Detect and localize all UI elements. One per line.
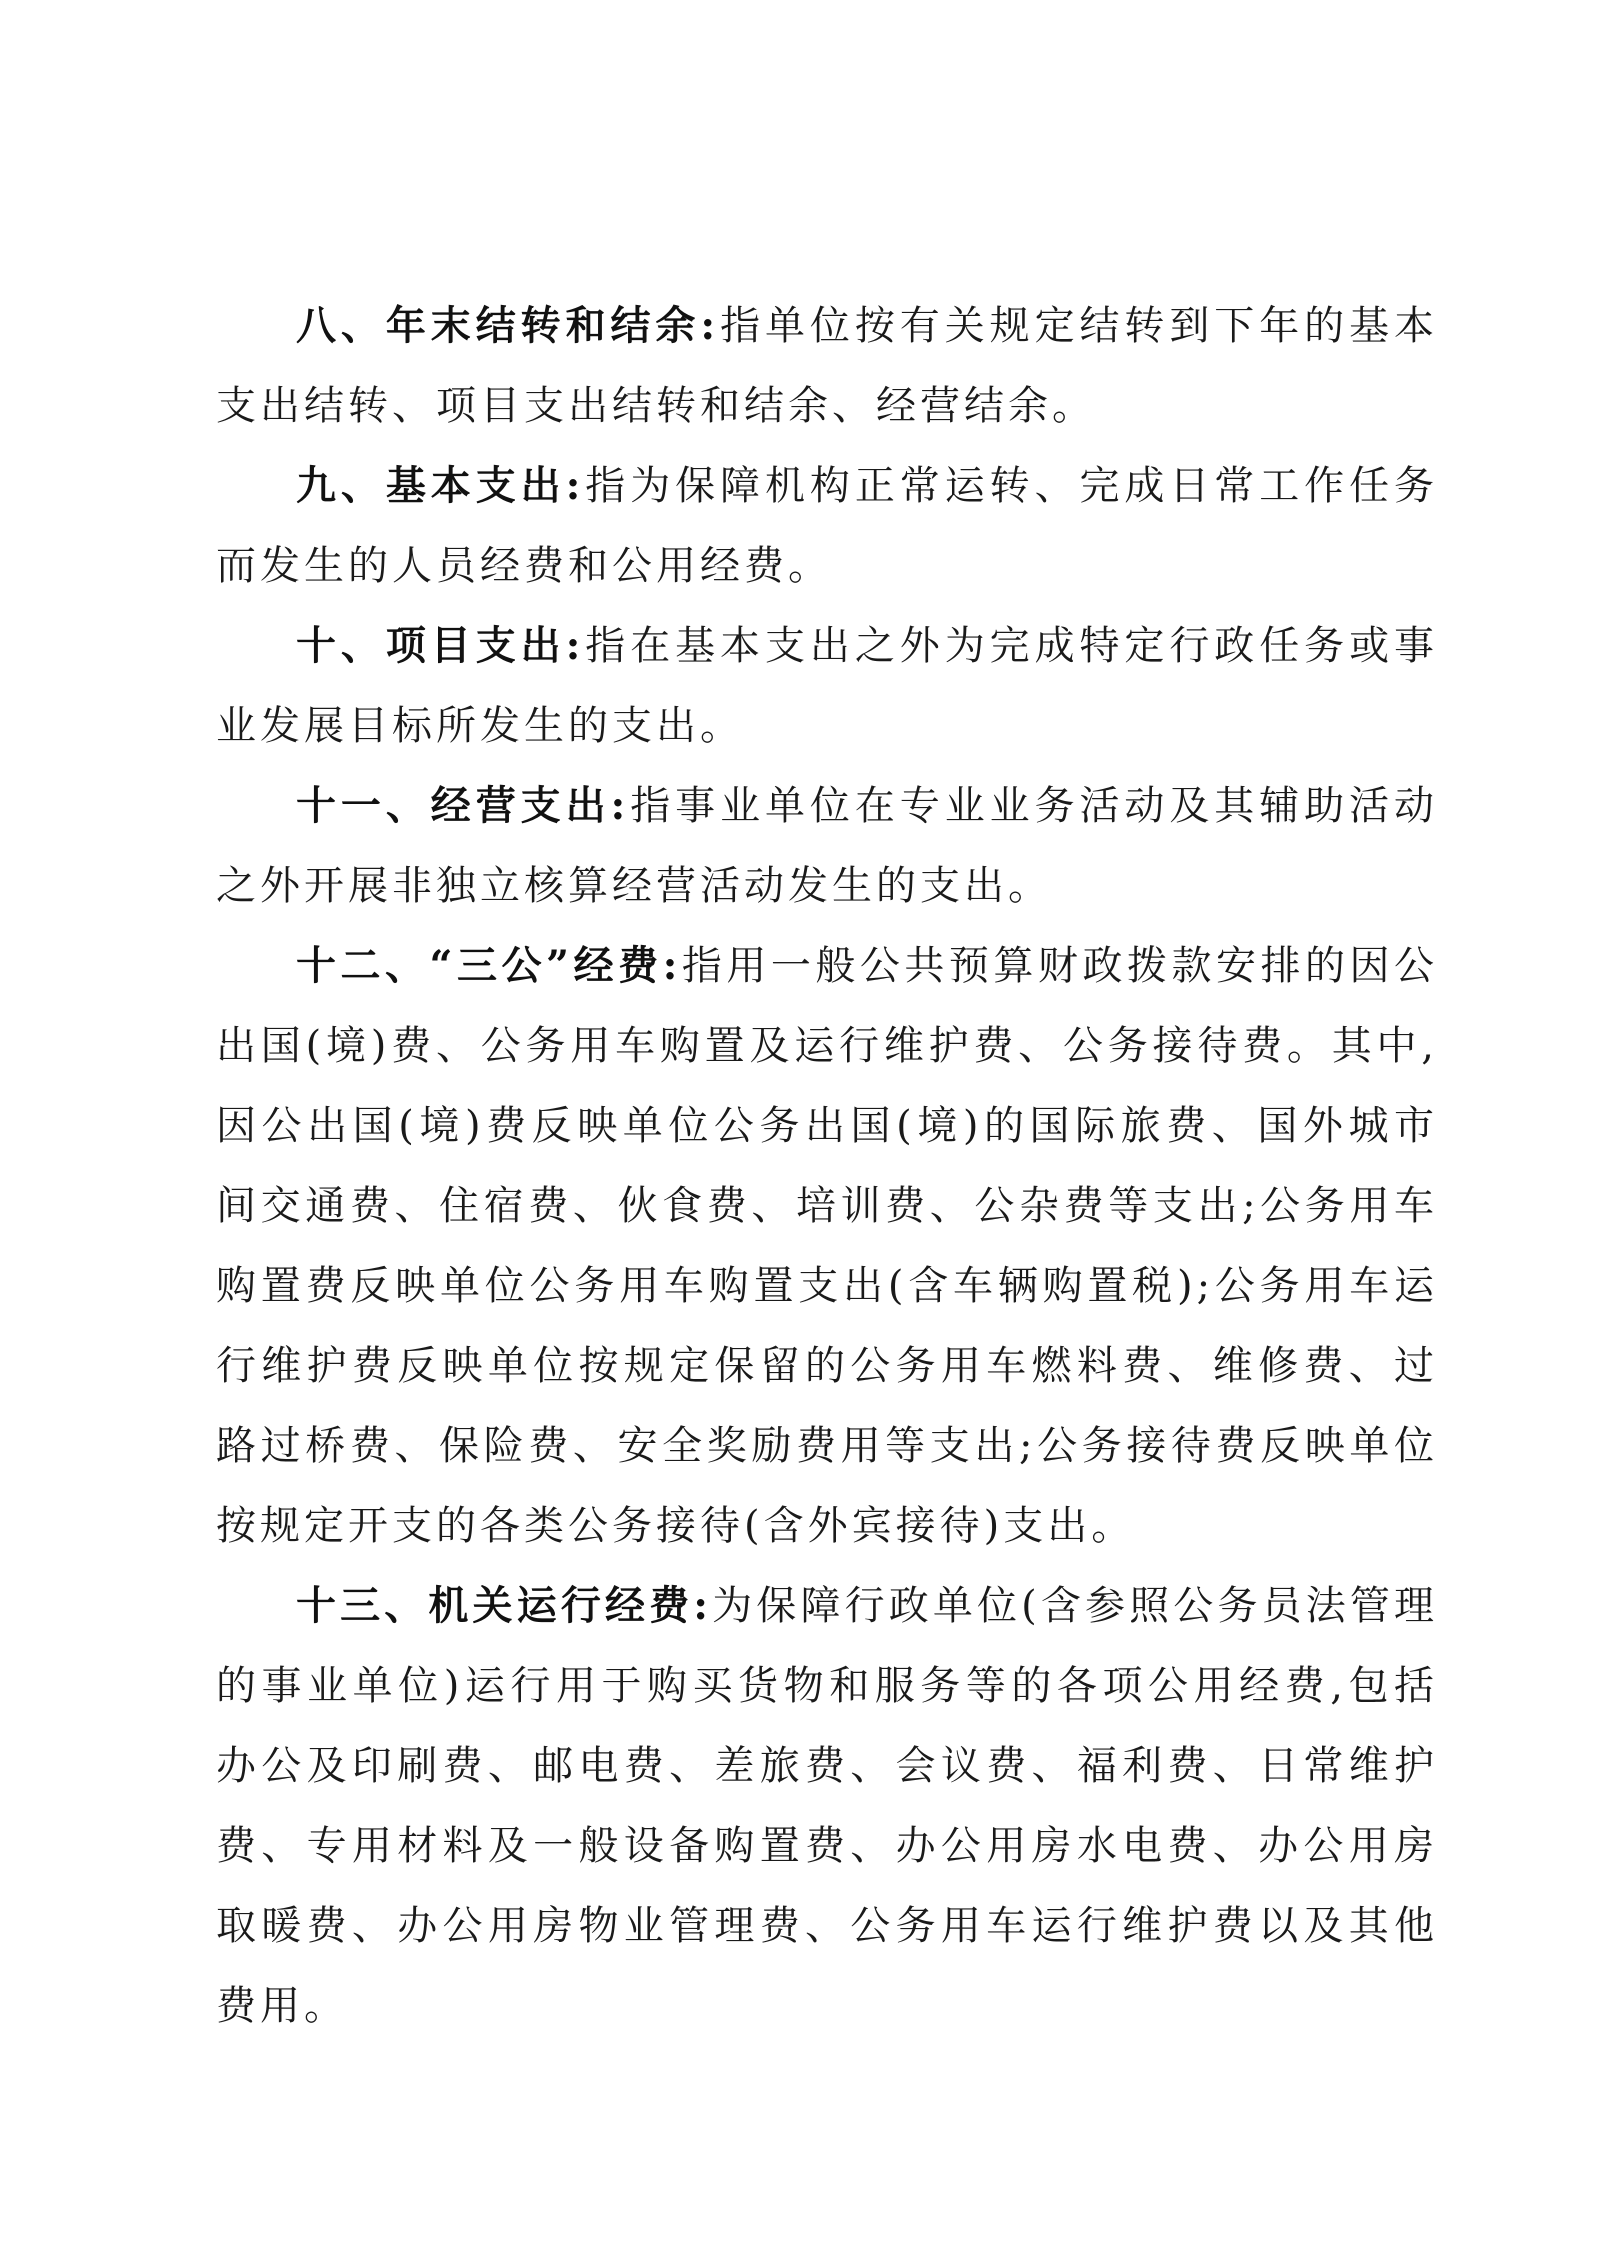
paragraph-text: 指在基本支出之外为完成特定行政任务或事业发展目标所发生的支出。 bbox=[216, 623, 1439, 749]
paragraph-text: 指用一般公共预算财政拨款安排的因公出国(境)费、公务用车购置及运行维护费、公务接待费。其中,因公出国(境)费反映单位公务出国(境)的国际旅费、国外城市间交通费、住宿费、伙食费、培训费、公杂费等支出;公务用车购置费反映单位公务用车购置支出(含车辆购置税);公务用车运行维护费反映单位按规定保留的公务用车燃料费、维修费、过路过桥费、保险费、安全奖励费用等支出;公务接待费反映单位按规定开支的各类公务接待(含外宾接待)支出。 bbox=[216, 943, 1439, 1549]
paragraph-three-public-expenses bbox=[216, 926, 1438, 1566]
document-body bbox=[216, 286, 1438, 2046]
paragraph-term: 十、项目支出: bbox=[296, 622, 585, 669]
paragraph-year-end-carryover bbox=[216, 286, 1438, 446]
paragraph-term: 八、年末结转和结余: bbox=[296, 302, 720, 349]
paragraph-operating-expenditure bbox=[216, 766, 1438, 926]
paragraph-term: 十三、机关运行经费: bbox=[296, 1582, 713, 1629]
paragraph-text: 指事业单位在专业业务活动及其辅助活动之外开展非独立核算经营活动发生的支出。 bbox=[216, 783, 1439, 909]
paragraph-term: 十一、经营支出: bbox=[296, 782, 630, 829]
paragraph-text: 指为保障机构正常运转、完成日常工作任务而发生的人员经费和公用经费。 bbox=[216, 463, 1439, 589]
paragraph-project-expenditure bbox=[216, 606, 1438, 766]
paragraph-text: 指单位按有关规定结转到下年的基本支出结转、项目支出结转和结余、经营结余。 bbox=[216, 303, 1439, 429]
paragraph-agency-operating-funds bbox=[216, 1566, 1438, 2046]
paragraph-text: 为保障行政单位(含参照公务员法管理的事业单位)运行用于购买货物和服务等的各项公用经费,包括办公及印刷费、邮电费、差旅费、会议费、福利费、日常维护费、专用材料及一般设备购置费、办公用房水电费、办公用房取暖费、办公用房物业管理费、公务用车运行维护费以及其他费用。 bbox=[216, 1583, 1439, 2029]
paragraph-term: 九、基本支出: bbox=[296, 462, 585, 509]
paragraph-basic-expenditure bbox=[216, 446, 1438, 606]
paragraph-term: 十二、“三公”经费: bbox=[296, 942, 682, 989]
